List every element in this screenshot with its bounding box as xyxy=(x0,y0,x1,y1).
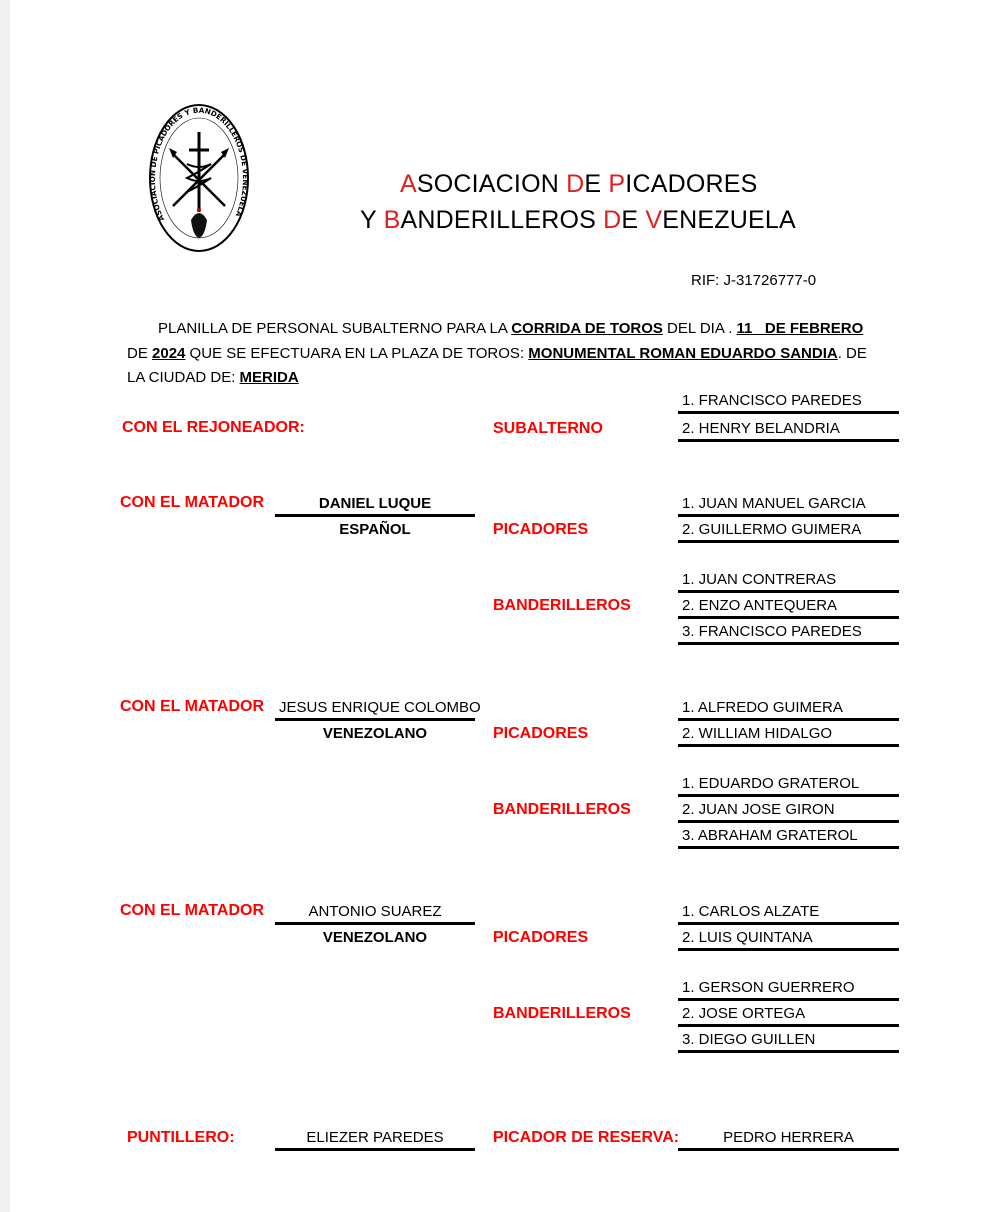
intro-text-3: QUE SE EFECTUARA EN LA PLAZA DE TOROS: xyxy=(185,345,529,362)
matador-2-nationality: VENEZOLANO xyxy=(322,725,428,742)
subalterno-label: SUBALTERNO xyxy=(493,420,603,437)
intro-text-1: PLANILLA DE PERSONAL SUBALTERNO PARA LA xyxy=(158,320,512,337)
matador-3-banderilleros-label: BANDERILLEROS xyxy=(493,1005,631,1022)
line-rule xyxy=(275,718,475,721)
matador-1-nationality: ESPAÑOL xyxy=(339,521,411,538)
title-segment: SOCIACION xyxy=(416,170,567,198)
intro-text-2: DEL DIA . xyxy=(662,320,737,337)
title-segment: V xyxy=(645,206,663,234)
matador-3-nationality: VENEZOLANO xyxy=(322,929,428,946)
matador-3-picadores-label: PICADORES xyxy=(493,929,589,946)
ciudad-label: LA CIUDAD DE: xyxy=(127,369,240,386)
line-rule xyxy=(678,642,899,645)
event-type: CORRIDA DE TOROS xyxy=(511,320,663,337)
title-line-2 xyxy=(360,206,796,235)
line-rule xyxy=(678,1050,899,1053)
line-rule xyxy=(678,616,899,619)
matador-1-banderillero-1: 1. JUAN CONTRERAS xyxy=(682,571,837,588)
matador-2-banderillero-3: 3. ABRAHAM GRATEROL xyxy=(682,827,858,844)
title-line-1 xyxy=(400,170,757,199)
matador-3-label: CON EL MATADOR xyxy=(120,902,264,919)
line-rule xyxy=(678,998,899,1001)
matador-1-picador-2: 2. GUILLERMO GUIMERA xyxy=(682,521,862,538)
line-rule xyxy=(275,1148,475,1151)
matador-3-banderillero-3: 3. DIEGO GUILLEN xyxy=(682,1031,816,1048)
title-segment: B xyxy=(383,206,401,234)
line-rule xyxy=(678,922,899,925)
matador-1-banderillero-3: 3. FRANCISCO PAREDES xyxy=(682,623,862,640)
line-rule xyxy=(678,846,899,849)
matador-2-banderillero-1: 1. EDUARDO GRATEROL xyxy=(682,775,860,792)
line-rule xyxy=(678,540,899,543)
line-rule xyxy=(678,948,899,951)
intro-line-2 xyxy=(127,345,867,362)
line-rule xyxy=(678,590,899,593)
matador-1-picador-1: 1. JUAN MANUEL GARCIA xyxy=(682,495,866,512)
matador-2-picadores-label: PICADORES xyxy=(493,725,589,742)
intro-line-1 xyxy=(158,320,863,337)
line-rule xyxy=(678,744,899,747)
line-rule xyxy=(678,820,899,823)
matador-2-picador-1: 1. ALFREDO GUIMERA xyxy=(682,699,843,716)
document-page xyxy=(10,0,984,1212)
line-rule xyxy=(678,1024,899,1027)
matador-1-label: CON EL MATADOR xyxy=(120,494,264,511)
matador-3-banderillero-2: 2. JOSE ORTEGA xyxy=(682,1005,806,1022)
line-rule xyxy=(678,718,899,721)
matador-3-picador-1: 1. CARLOS ALZATE xyxy=(682,903,820,920)
title-segment: ICADORES xyxy=(625,170,758,198)
matador-2-name: JESUS ENRIQUE COLOMBO xyxy=(279,699,481,716)
event-year: 2024 xyxy=(152,345,186,362)
matador-2-banderillero-2: 2. JUAN JOSE GIRON xyxy=(682,801,835,818)
intro-de: DE xyxy=(127,345,153,362)
title-segment: D xyxy=(603,206,622,234)
puntillero-label: PUNTILLERO: xyxy=(127,1129,235,1146)
matador-3-banderillero-1: 1. GERSON GUERRERO xyxy=(682,979,855,996)
title-segment: E xyxy=(621,206,646,234)
rejoneador-subalterno-1: 1. FRANCISCO PAREDES xyxy=(682,392,862,409)
picador-reserva-name: PEDRO HERRERA xyxy=(723,1129,854,1146)
line-rule xyxy=(678,794,899,797)
logo-seal xyxy=(147,102,251,254)
event-day-month: 11 DE FEBRERO xyxy=(736,320,864,337)
rejoneador-subalterno-2: 2. HENRY BELANDRIA xyxy=(682,420,840,437)
title-segment: A xyxy=(400,170,417,198)
line-rule xyxy=(678,1148,899,1151)
plaza-name: MONUMENTAL ROMAN EDUARDO SANDIA xyxy=(528,345,838,362)
title-segment: P xyxy=(608,170,626,198)
title-segment: ENEZUELA xyxy=(662,206,796,234)
line-rule xyxy=(678,514,899,517)
matador-1-banderilleros-label: BANDERILLEROS xyxy=(493,597,631,614)
rif-number: RIF: J-31726777-0 xyxy=(691,272,817,289)
logo-ring-text: ASOCIACION DE PICADORES Y BANDERILLEROS DE VENEZUELA xyxy=(147,105,251,223)
intro-line-3 xyxy=(127,369,299,386)
title-segment: D xyxy=(566,170,585,198)
title-segment: ANDERILLEROS xyxy=(400,206,604,234)
matador-2-label: CON EL MATADOR xyxy=(120,698,264,715)
picador-reserva-label: PICADOR DE RESERVA: xyxy=(493,1129,680,1146)
puntillero-name: ELIEZER PAREDES xyxy=(306,1129,444,1146)
rejoneador-label: CON EL REJONEADOR: xyxy=(122,419,305,436)
matador-2-banderilleros-label: BANDERILLEROS xyxy=(493,801,631,818)
association-logo xyxy=(147,102,251,254)
matador-3-picador-2: 2. LUIS QUINTANA xyxy=(682,929,813,946)
line-rule xyxy=(275,922,475,925)
title-segment: Y xyxy=(360,206,384,234)
intro-text-4: . DE xyxy=(837,345,867,362)
title-segment: E xyxy=(584,170,609,198)
line-rule xyxy=(678,439,899,442)
line-rule xyxy=(678,411,899,414)
matador-2-picador-2: 2. WILLIAM HIDALGO xyxy=(682,725,833,742)
line-rule xyxy=(275,514,475,517)
matador-1-picadores-label: PICADORES xyxy=(493,521,589,538)
ciudad-name: MERIDA xyxy=(239,369,299,386)
matador-1-name: DANIEL LUQUE xyxy=(318,495,432,512)
matador-3-name: ANTONIO SUAREZ xyxy=(308,903,442,920)
matador-1-banderillero-2: 2. ENZO ANTEQUERA xyxy=(682,597,838,614)
